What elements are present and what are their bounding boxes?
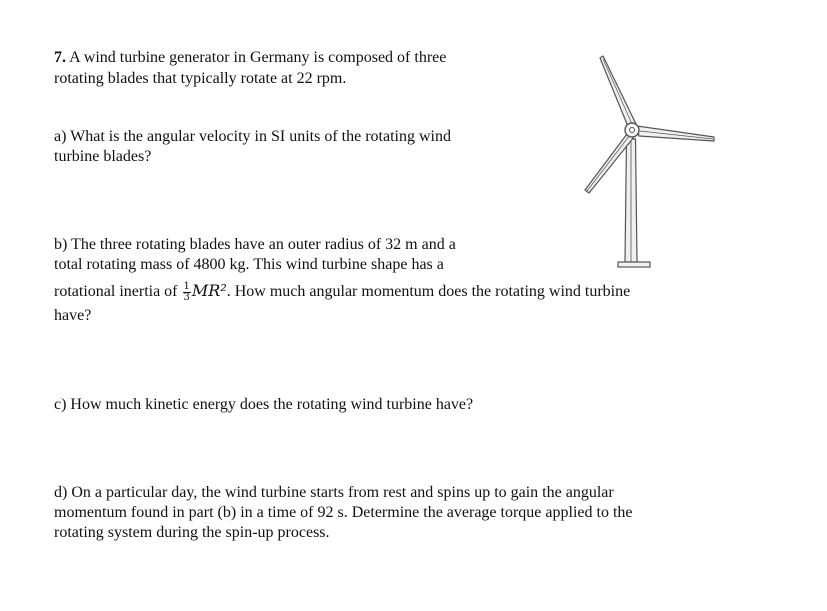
fraction-numerator: 1 — [183, 280, 190, 292]
turbine-blade-bottom-edge — [587, 135, 630, 191]
turbine-blade-top-edge — [603, 59, 632, 124]
turbine-blade-right — [637, 126, 714, 141]
part-a-line-1: a) What is the angular velocity in SI units of the rotating wind — [54, 128, 451, 145]
part-b-line-4: have? — [54, 307, 92, 324]
part-d-line-1: d) On a particular day, the wind turbine starts from rest and spins up to gain the angular — [54, 484, 614, 501]
question-intro-line-1 — [54, 48, 446, 68]
part-b-line-2: total rotating mass of 4800 kg. This wind turbine shape has a — [54, 256, 444, 273]
turbine-blade-top — [600, 56, 637, 126]
part-d-line-2: momentum found in part (b) in a time of 92 s. Determine the average torque applied to the — [54, 504, 633, 521]
part-c-line-1: c) How much kinetic energy does the rotating wind turbine have? — [54, 396, 474, 413]
fraction-one-third — [183, 282, 191, 303]
part-d-line-3: rotating system during the spin-up process. — [54, 524, 330, 541]
wind-turbine-icon — [578, 50, 720, 272]
part-b-line-1: b) The three rotating blades have an outer radius of 32 m and a — [54, 236, 456, 253]
question-number: 7. — [54, 49, 66, 66]
turbine-base — [618, 262, 650, 267]
part-b-line-3-prefix: rotational inertia of — [54, 283, 182, 300]
fraction-denominator: 3 — [183, 291, 190, 303]
intro-text-1: A wind turbine generator in Germany is composed of three — [69, 49, 447, 66]
part-a-line-2: turbine blades? — [54, 148, 152, 165]
turbine-hub-center — [630, 128, 635, 133]
part-b-line-3 — [54, 281, 630, 303]
question-intro-line-2: rotating blades that typically rotate at 22 rpm. — [54, 70, 347, 87]
inertia-formula: MR² — [191, 281, 227, 300]
part-b-line-3-suffix: . How much angular momentum does the rotating wind turbine — [226, 283, 631, 300]
